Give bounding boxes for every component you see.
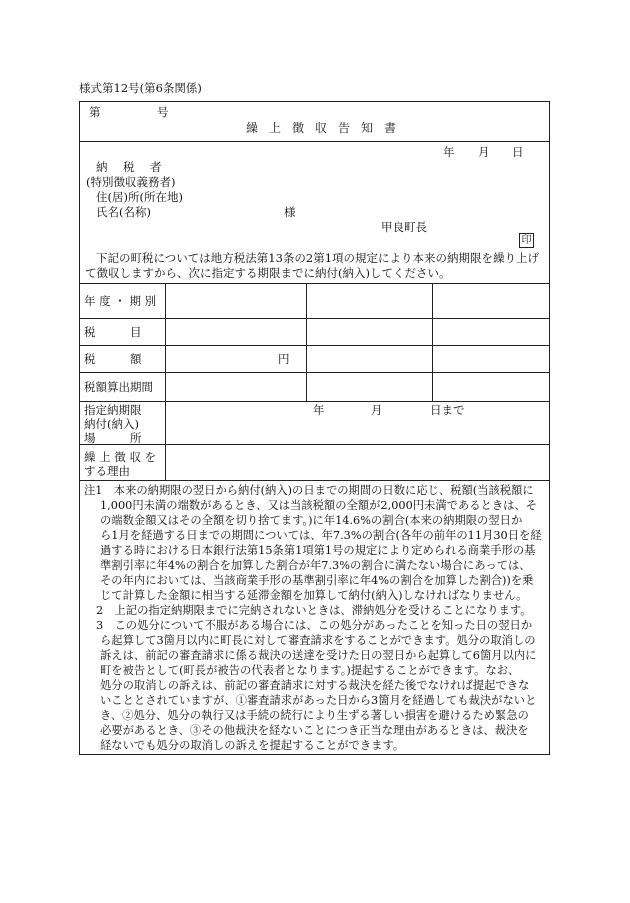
row-label-calc-period: 税額算出期間: [84, 380, 153, 394]
seal-stamp: 印: [519, 233, 534, 248]
address-label: 住(居)所(所在地): [96, 190, 183, 204]
deadline-month: 月: [371, 403, 383, 417]
form-label: 様式第12号(第6条関係): [79, 81, 202, 95]
row-label-deadline-1: 指定納期限: [84, 403, 142, 417]
note-1-line: ら1月を経過する日までの期間については、年7.3%の割合(各年の前年の11月30日を経: [100, 529, 542, 542]
divider: [79, 401, 550, 402]
divider: [79, 318, 550, 319]
note-3-line: 町を被告として(町長が被告の代表者となります。)提起することができます。なお、: [100, 664, 520, 677]
divider: [79, 141, 550, 142]
taxpayer-label: 納 税 者: [96, 160, 164, 174]
divider: [432, 283, 433, 401]
row-label-reason-1: 繰 上 徴 収 を: [84, 450, 157, 464]
note-3-line: き、②処分、処分の執行又は手続の続行により生ずる著しい損害を避けるため緊急の: [100, 709, 529, 722]
deadline-year: 年: [313, 403, 325, 417]
divider: [306, 283, 307, 401]
note-3-line: 訴えは、前記の審査請求に係る裁決の送達を受けた日の翌日から起算して6箇月以内に: [100, 649, 537, 662]
row-label-tax-amount: 税 額: [84, 352, 142, 366]
special-collector-label: (特別徴収義務者): [86, 175, 176, 189]
row-label-deadline-2: 納付(納入): [84, 417, 139, 431]
note-1-line: 過する時における日本銀行法第15条第1項第1号の規定により定められる商業手形の基: [100, 544, 536, 557]
note-1-line: の端数金額又はその全額を切り捨てます。)に年14.6%の割合(本来の納期限の翌日か: [100, 514, 523, 527]
note-3-line: 経ないでも処分の取消しの訴えを提起することができます。: [100, 739, 405, 752]
note-1-line: 1,000円未満の端数があるとき、又は当該税額の全額が2,000円未満であるときは、そ: [100, 499, 538, 512]
deadline-day: 日まで: [430, 403, 465, 417]
number-prefix: 第: [89, 105, 101, 119]
divider: [165, 283, 166, 480]
date-month: 月: [478, 145, 490, 159]
note-3-line: ら起算して3箇月以内に町長に対して審査請求をすることができます。処分の取消しの: [100, 634, 536, 647]
divider: [79, 444, 550, 445]
divider: [79, 345, 550, 346]
yen-unit: 円: [278, 352, 290, 366]
name-label: 氏名(名称): [96, 205, 151, 219]
issuer-name: 甲良町長: [381, 220, 427, 234]
divider: [79, 480, 550, 481]
document-title: 繰上徴収告知書: [246, 121, 408, 135]
note-3-line: 処分の取消しの訴えは、前記の審査請求に対する裁決を経た後でなければ提起できな: [100, 679, 530, 692]
note-2: 2 上記の指定納期限までに完納されないときは、滞納処分を受けることになります。: [96, 604, 532, 617]
note-1-line: その年内においては、当該商業手形の基準割引率に年4%の割合を加算した割合))を乗: [100, 574, 534, 587]
date-year: 年: [443, 145, 455, 159]
divider: [79, 283, 550, 284]
number-suffix: 号: [157, 105, 169, 119]
note-3-line: 3 この処分について不服がある場合には、この処分があったことを知った日の翌日か: [96, 619, 533, 632]
note-1-line: じて計算した金額に相当する延滞金額を加算して納付(納入)しなければなりません。: [100, 589, 528, 602]
note-3-line: いこととされていますが、①審査請求があった日から3箇月を経過しても裁決がないと: [100, 694, 537, 707]
row-label-tax-item: 税 目: [84, 325, 142, 339]
note-3-line: 必要があるとき、③その他裁決を経ないことにつき正当な理由があるときは、裁決を: [100, 724, 529, 737]
intro-line-1: 下記の町税については地方税法第13条の2第1項の規定により本来の納期限を繰り上げ: [96, 251, 540, 265]
date-day: 日: [512, 145, 524, 159]
row-label-deadline-3: 場 所: [84, 431, 142, 445]
note-1-line: 準割引率に年4%の割合を加算した割合が年7.3%の割合に満たない場合にあっては、: [100, 559, 531, 572]
intro-line-2: て徴収しますから、次に指定する期限までに納付(納入)してください。: [85, 266, 451, 280]
row-label-reason-2: する理由: [84, 464, 130, 478]
row-label-year-period: 年 度 ・ 期 別: [84, 294, 157, 308]
honorific: 様: [284, 205, 296, 219]
divider: [79, 372, 550, 373]
note-1-line: 注1 本来の納期限の翌日から納付(納入)の日までの期間の日数に応じ、税額(当該税額に: [84, 484, 534, 497]
